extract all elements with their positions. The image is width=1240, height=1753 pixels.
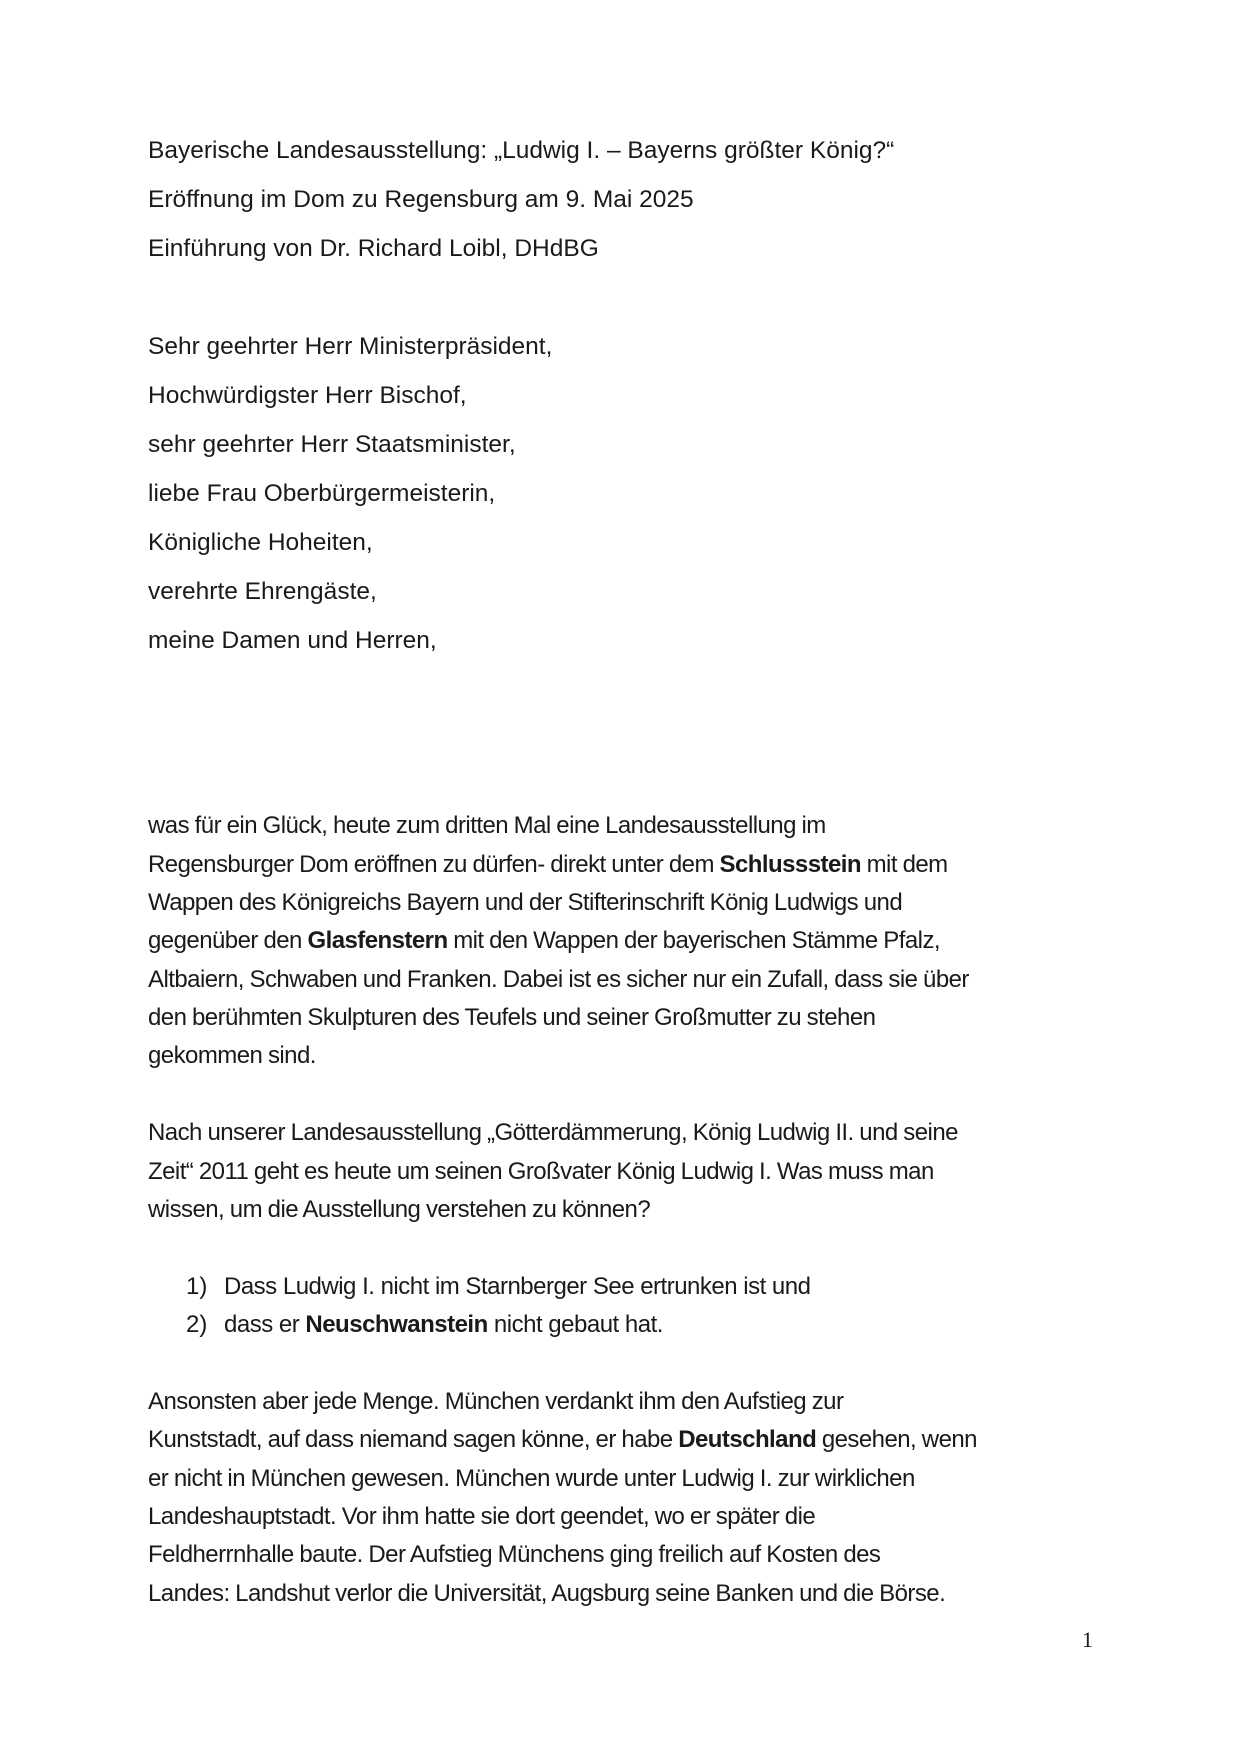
paragraph-line: den berühmten Skulpturen des Teufels und seiner Großmutter zu stehen bbox=[148, 1004, 876, 1031]
paragraph-line bbox=[148, 851, 948, 879]
paragraph-line: er nicht in München gewesen. München wurde unter Ludwig I. zur wirklichen bbox=[148, 1465, 915, 1492]
list-text bbox=[224, 1311, 663, 1339]
salutation: verehrte Ehrengäste, bbox=[148, 578, 377, 605]
paragraph-line bbox=[148, 1426, 977, 1454]
paragraph-line: wissen, um die Ausstellung verstehen zu können? bbox=[148, 1196, 651, 1223]
salutation: liebe Frau Oberbürgermeisterin, bbox=[148, 480, 496, 507]
text-run: mit dem bbox=[860, 851, 948, 878]
salutation: sehr geehrter Herr Staatsminister, bbox=[148, 431, 516, 458]
paragraph-line: Landeshauptstadt. Vor ihm hatte sie dort geendet, wo er später die bbox=[148, 1503, 816, 1530]
salutation: Sehr geehrter Herr Ministerpräsident, bbox=[148, 333, 553, 360]
text-run: gesehen, wenn bbox=[816, 1426, 977, 1453]
paragraph-line: Altbaiern, Schwaben und Franken. Dabei ist es sicher nur ein Zufall, dass sie über bbox=[148, 966, 969, 993]
paragraph-line: was für ein Glück, heute zum dritten Mal eine Landesausstellung im bbox=[148, 812, 826, 839]
page-number: 1 bbox=[1082, 1627, 1093, 1652]
salutation: meine Damen und Herren, bbox=[148, 627, 437, 654]
bold-term: Neuschwanstein bbox=[305, 1311, 488, 1338]
list-number: 1) bbox=[186, 1273, 208, 1300]
salutation: Königliche Hoheiten, bbox=[148, 529, 373, 556]
bold-term: Schlussstein bbox=[719, 851, 861, 878]
paragraph-line: Landes: Landshut verlor die Universität, Augsburg seine Banken und die Börse. bbox=[148, 1580, 946, 1607]
paragraph-line: Feldherrnhalle baute. Der Aufstieg Münchens ging freilich auf Kosten des bbox=[148, 1541, 881, 1568]
text-run: Kunststadt, auf dass niemand sagen könne, er habe bbox=[148, 1426, 679, 1453]
list-text: Dass Ludwig I. nicht im Starnberger See ertrunken ist und bbox=[224, 1273, 811, 1300]
salutation: Hochwürdigster Herr Bischof, bbox=[148, 382, 467, 409]
text-run: dass er bbox=[224, 1311, 306, 1338]
paragraph-line bbox=[148, 927, 940, 955]
paragraph-line: Zeit“ 2011 geht es heute um seinen Großvater König Ludwig I. Was muss man bbox=[148, 1158, 934, 1185]
paragraph-line: gekommen sind. bbox=[148, 1042, 316, 1069]
text-run: mit den Wappen der bayerischen Stämme Pfalz, bbox=[447, 927, 941, 954]
paragraph-line: Ansonsten aber jede Menge. München verdankt ihm den Aufstieg zur bbox=[148, 1388, 844, 1415]
paragraph-line: Wappen des Königreichs Bayern und der Stifterinschrift König Ludwigs und bbox=[148, 889, 903, 916]
subtitle: Eröffnung im Dom zu Regensburg am 9. Mai 2025 bbox=[148, 186, 694, 213]
author-line: Einführung von Dr. Richard Loibl, DHdBG bbox=[148, 235, 599, 262]
text-run: nicht gebaut hat. bbox=[487, 1311, 663, 1338]
text-run: gegenüber den bbox=[148, 927, 308, 954]
bold-term: Glasfenstern bbox=[307, 927, 448, 954]
paragraph-line: Nach unserer Landesausstellung „Götterdämmerung, König Ludwig II. und seine bbox=[148, 1119, 958, 1146]
title: Bayerische Landesausstellung: „Ludwig I. – Bayerns größter König?“ bbox=[148, 137, 895, 164]
text-run: Regensburger Dom eröffnen zu dürfen- direkt unter dem bbox=[148, 851, 720, 878]
bold-term: Deutschland bbox=[678, 1426, 817, 1453]
list-number: 2) bbox=[186, 1311, 208, 1338]
